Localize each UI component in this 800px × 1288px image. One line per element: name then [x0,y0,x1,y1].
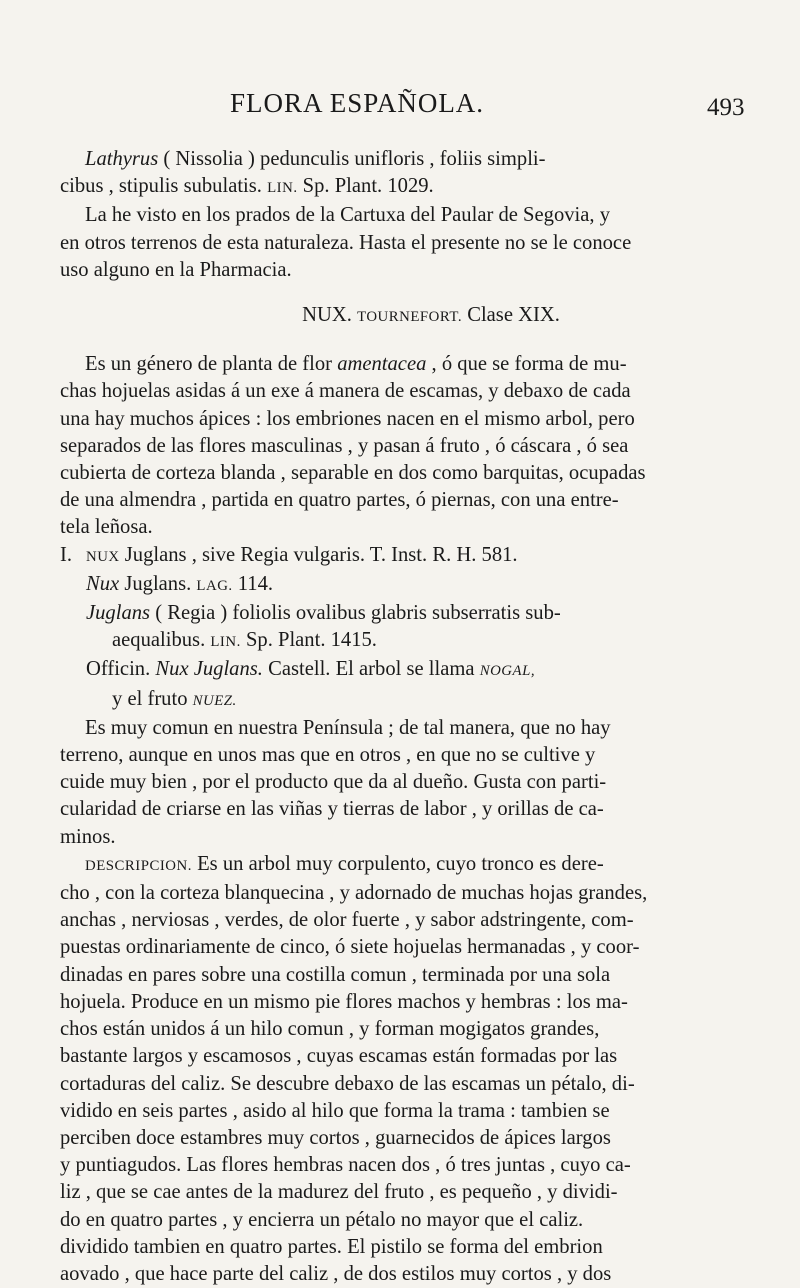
species-entry-line-1: I. NUX Juglans , sive Regia vulgaris. T. Inst. R. H. 581. [60,542,752,571]
paragraph-line: cubierta de corteza blanda , separable en dos como barquitas, ocupadas [60,462,646,485]
description-label: DESCRIPCION. [85,857,192,874]
paragraph-line: chos están unidos á un hilo comun , y forman mogigatos grandes, [60,1018,600,1041]
species-entry-line-4: aequalibus. LIN. Sp. Plant. 1415. [112,629,377,652]
genus-heading: NUX. TOURNEFORT. Clase XIX. [302,304,560,327]
paragraph-line: hojuela. Produce en un mismo pie flores machos y hembras : los ma- [60,990,628,1013]
paragraph-line: separados de las flores masculinas , y pasan á fruto , ó cáscara , ó sea [60,434,629,457]
lathyrus-entry-line-1: Lathyrus ( Nissolia ) pedunculis unifloris , foliis simpli- [85,148,546,170]
species-name: Lathyrus [85,148,159,170]
species-entry-line-2: Nux Juglans. LAG. 114. [86,572,274,595]
species-entry-line-5: Officin. Nux Juglans. Castell. El arbol se llama NOGAL, [86,658,536,681]
paragraph-line: tela leñosa. [60,516,153,539]
paragraph-line: bastante largos y escamosos , cuyas escamas están formadas por las [60,1045,618,1068]
paragraph-line: liz , que se cae antes de la madurez del fruto , es pequeño , y dividi- [60,1181,618,1204]
species-entry-line-3: Juglans ( Regia ) foliolis ovalibus glabris subserratis sub- [86,602,561,625]
page-number: 493 [707,94,745,121]
paragraph-line: cuide muy bien , por el producto que da al dueño. Gusta con parti- [60,771,607,794]
paragraph-line: y puntiagudos. Las flores hembras nacen dos , ó tres juntas , cuyo ca- [60,1154,631,1177]
paragraph-line: uso alguno en la Pharmacia. [60,258,292,281]
paragraph-line: dividido tambien en quatro partes. El pistilo se forma del embrion [60,1235,603,1258]
species-number: I. [60,543,73,566]
paragraph-line: perciben doce estambres muy cortos , guarnecidos de ápices largos [60,1126,611,1149]
species-entry-line-6: y el fruto NUEZ. [112,687,237,710]
page-body [60,146,752,1288]
intro-line-1: Es un género de planta de flor amentacea , ó que se forma de mu- [85,353,627,376]
paragraph-line: dinadas en pares sobre una costilla comun , terminada por una sola [60,963,611,986]
paragraph-line: en otros terrenos de esta naturaleza. Hasta el presente no se le conoce [60,231,632,254]
paragraph-line: do en quatro partes , y encierra un pétalo no mayor que el caliz. [60,1208,584,1231]
paragraph-line: puestas ordinariamente de cinco, ó siete hojuelas hermanadas , y coor- [60,936,640,959]
paragraph-line: cho , con la corteza blanquecina , y adornado de muchas hojas grandes, [60,882,648,905]
paragraph-line: de una almendra , partida en quatro partes, ó piernas, con una entre- [60,489,619,512]
paragraph-line: cortaduras del caliz. Se descubre debaxo de las escamas un pétalo, di- [60,1072,635,1095]
paragraph-line: Es muy comun en nuestra Península ; de tal manera, que no hay [85,716,611,739]
author-abbrev: LIN. [267,180,298,197]
paragraph-line: aovado , que hace parte del caliz , de dos estilos muy cortos , y dos [60,1262,612,1285]
paragraph-line: terreno, aunque en unos mas que en otros , en que no se cultive y [60,744,596,767]
vernacular-name: NUEZ. [192,692,237,709]
paragraph-line: una hay muchos ápices : los embriones nacen en el mismo arbol, pero [60,407,635,430]
lathyrus-entry-line-2: cibus , stipulis subulatis. LIN. Sp. Plant. 1029. [60,175,434,198]
paragraph-line: La he visto en los prados de la Cartuxa del Paular de Segovia, y [85,204,610,227]
paragraph-line: vidido en seis partes , asido al hilo que forma la trama : tambien se [60,1099,610,1122]
vernacular-name: NOGAL, [479,663,536,680]
running-title: FLORA ESPAÑOLA. [230,88,485,118]
paragraph-line: anchas , nerviosas , verdes, de olor fuerte , y sabor adstringente, com- [60,909,634,932]
description-line-1: DESCRIPCION. Es un arbol muy corpulento, cuyo tronco es dere- [85,852,604,875]
paragraph-line: cularidad de criarse en las viñas y tierras de labor , y orillas de ca- [60,798,604,821]
paragraph-line: chas hojuelas asidas á un exe á manera de escamas, y debaxo de cada [60,380,631,403]
paragraph-line: minos. [60,825,116,848]
